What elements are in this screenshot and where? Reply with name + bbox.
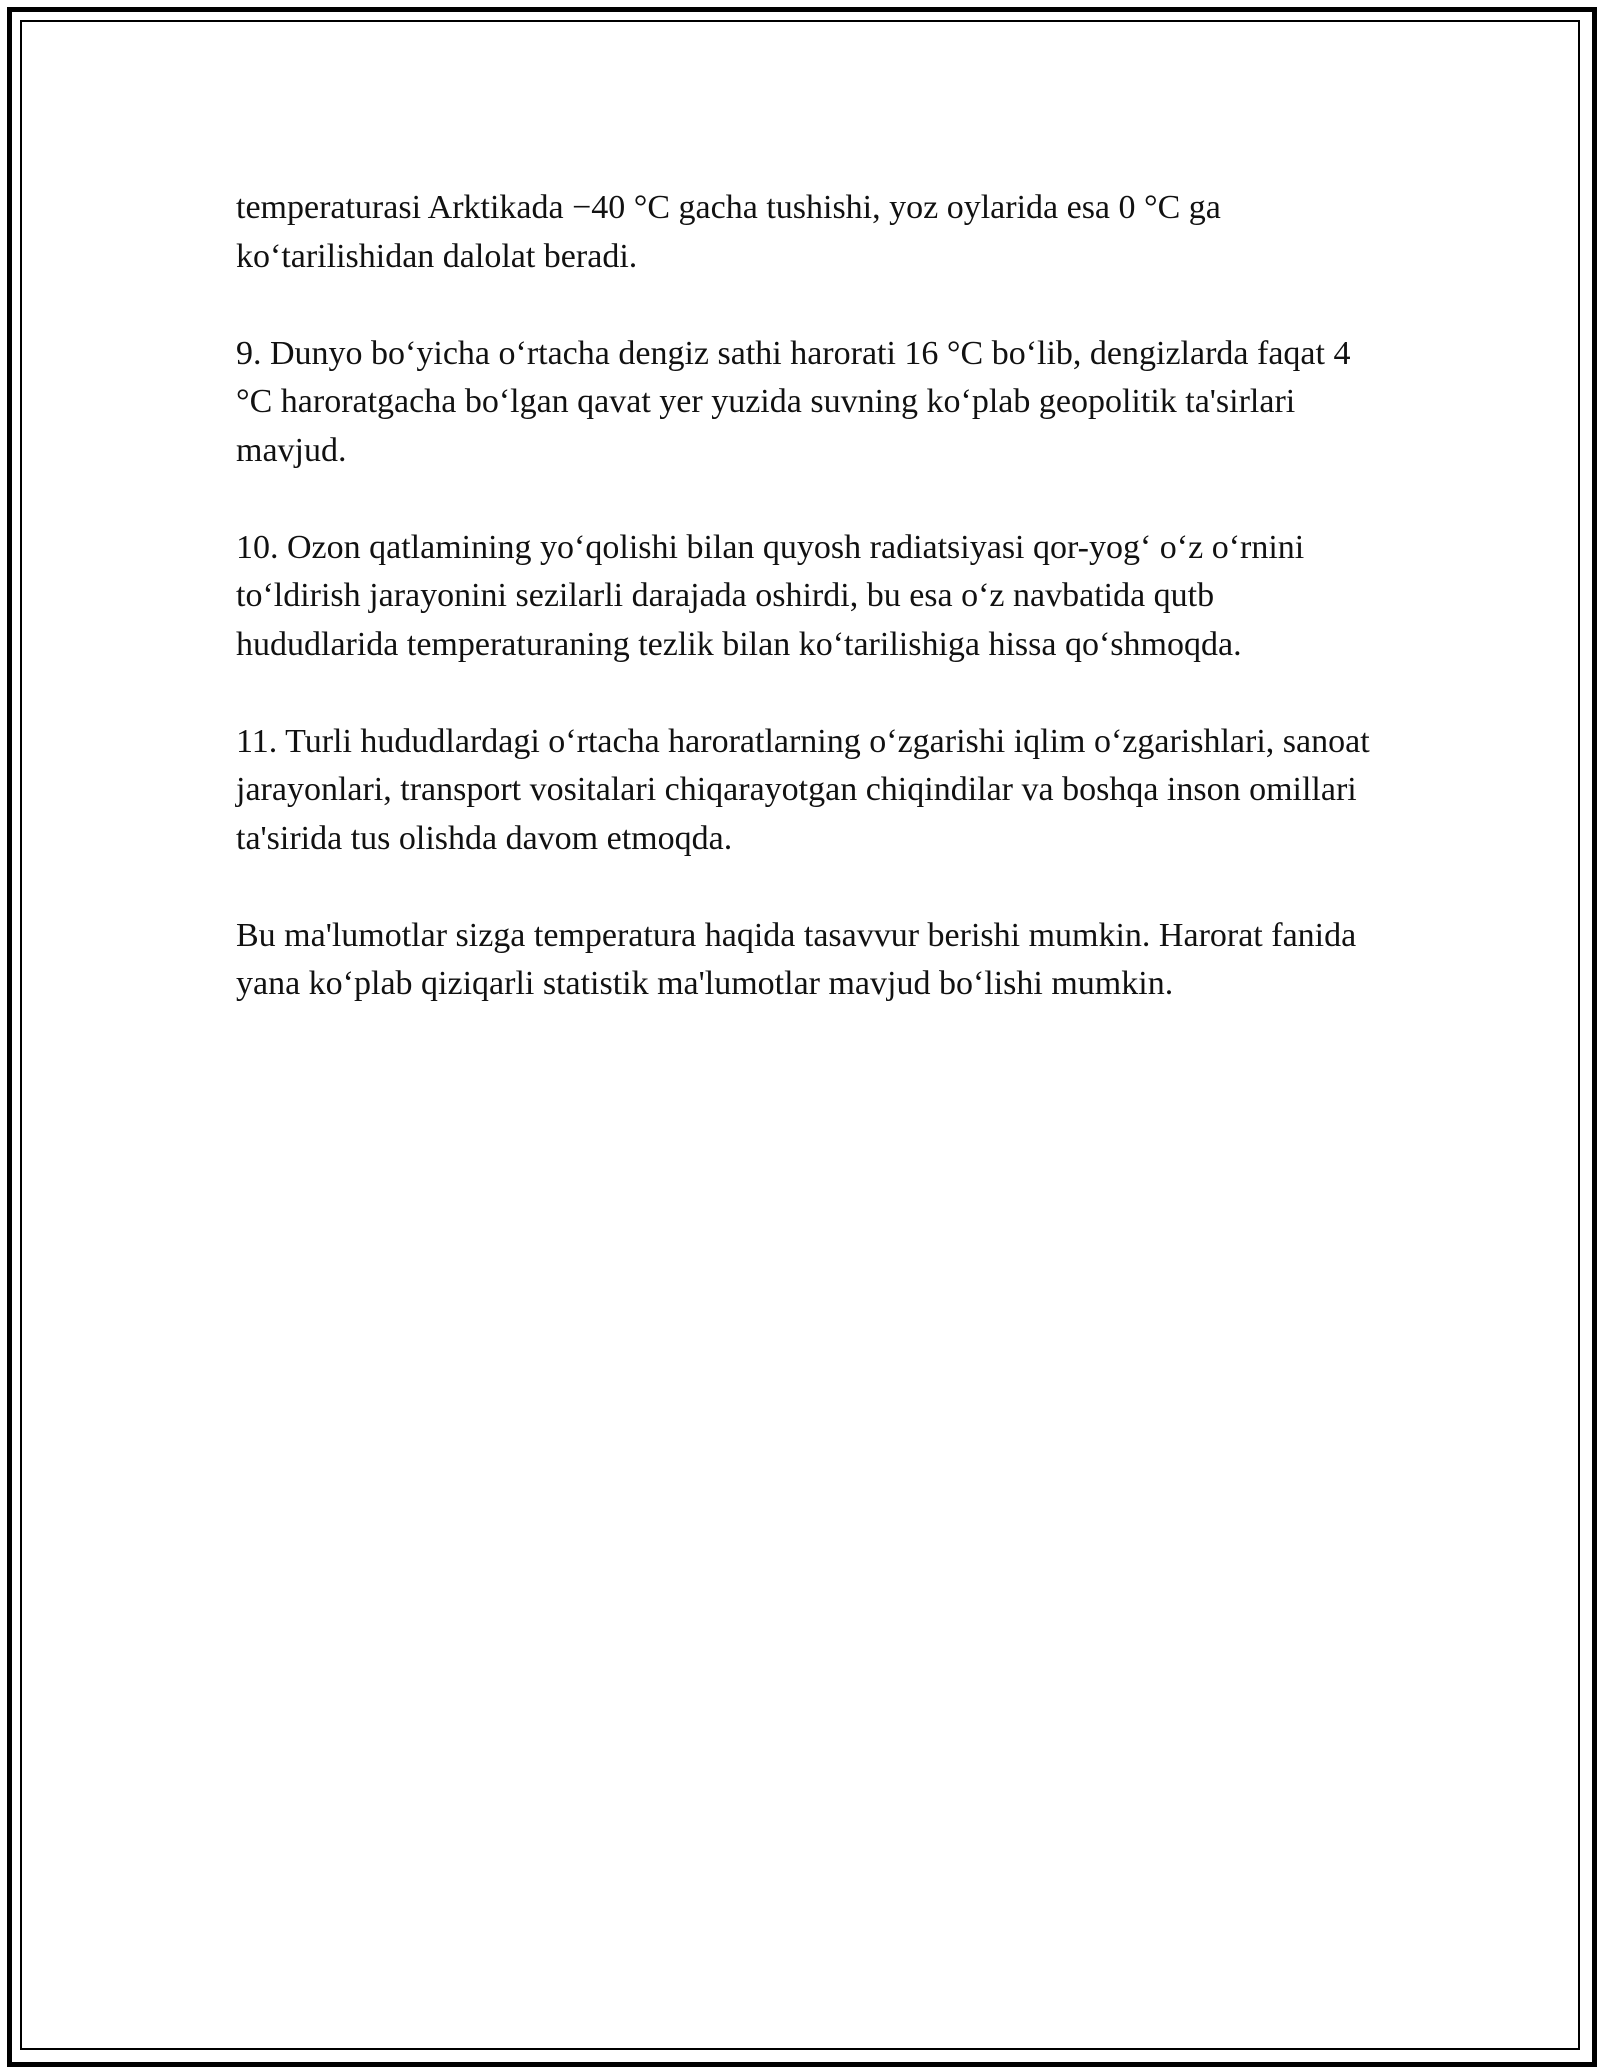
paragraph-conclusion: Bu ma'lumotlar sizga temperatura haqida tasavvur berishi mumkin. Harorat fanida yana ko‘plab qiziqarli statistik ma'lumotlar mavjud bo‘lishi mumkin. — [236, 916, 1357, 1002]
paragraph-item-9: 9. Dunyo bo‘yicha o‘rtacha dengiz sathi harorati 16 °C bo‘lib, dengizlarda faqat 4 °C haroratgacha bo‘lgan qavat yer yuzida suvning ko‘plab geopolitik ta'sirlari mavjud. — [236, 334, 1351, 469]
paragraph-item-11: 11. Turli hududlardagi o‘rtacha haroratlarning o‘zgarishi iqlim o‘zgarishlari, sanoat jarayonlari, transport vositalari chiqarayotgan chiqindilar va boshqa inson omillari ta'sirida tus olishda davom etmoqda. — [236, 722, 1370, 857]
paragraph-item-10: 10. Ozon qatlamining yo‘qolishi bilan quyosh radiatsiyasi qor-yog‘ o‘z o‘rnini to‘ldirish jarayonini sezilarli darajada oshirdi, bu esa o‘z navbatida qutb hududlarida temperaturaning tezlik bilan ko‘tarilishiga hissa qo‘shmoqda. — [236, 528, 1305, 663]
document-body — [236, 184, 1376, 1009]
paragraph-continuation: temperaturasi Arktikada −40 °C gacha tushishi, yoz oylarida esa 0 °C ga ko‘tarilishidan dalolat beradi. — [236, 189, 1221, 275]
